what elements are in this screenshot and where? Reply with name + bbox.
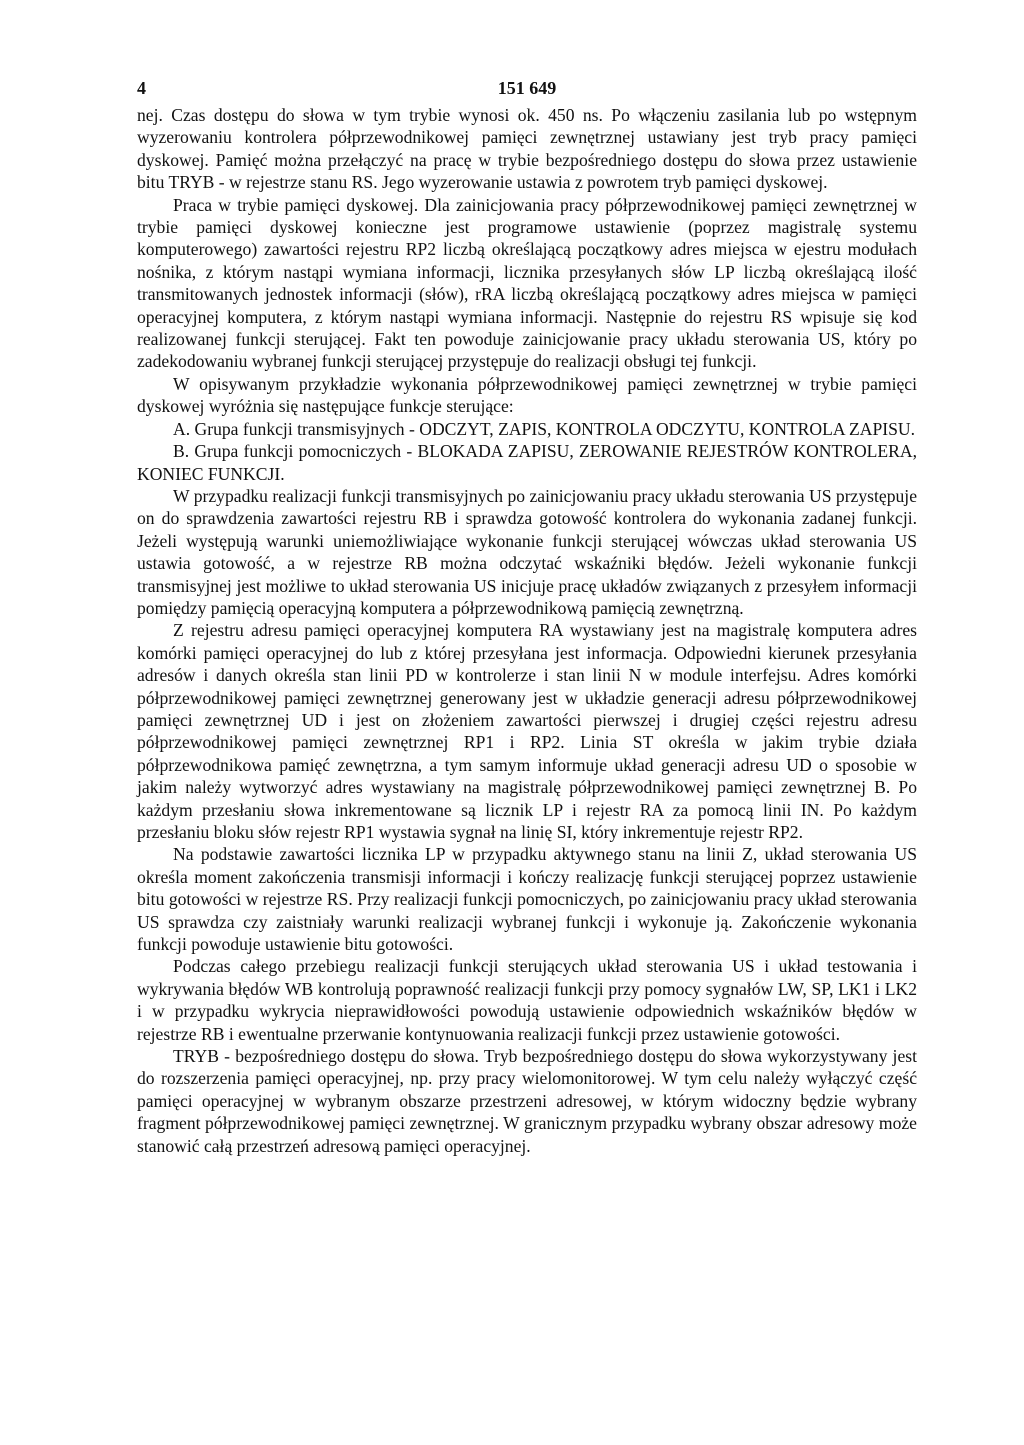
paragraph-continuation: nej. Czas dostępu do słowa w tym trybie wynosi ok. 450 ns. Po włączeniu zasilania lub po wstępnym wyzerowaniu kontrolera półprzewodnikowej pamięci zewnętrznej ustawiany jest tryb pracy pamięci dyskowej. Pamięć można przełączyć na pracę w trybie bezpośredniego dostępu do słowa przez ustawienie bitu TRYB - w rejestrze stanu RS. Jego wyzerowanie ustawia z powrotem tryb pamięci dyskowej. [137,105,917,193]
page-header [137,78,917,104]
list-item-group-a: A. Grupa funkcji transmisyjnych - ODCZYT, ZAPIS, KONTROLA ODCZYTU, KONTROLA ZAPISU. [173,418,915,439]
paragraph-disk-mode: Praca w trybie pamięci dyskowej. Dla zainicjowania pracy półprzewodnikowej pamięci zewnętrznej w trybie pamięci dyskowej konieczne jest programowe ustawienie (poprzez magistralę systemu komputerowego) zawartości rejestru RP2 liczbą określającą początkowy adres miejsca w ejestru modułach nośnika, z którym nastąpi wymiana informacji, licznika przesyłanych słów LP liczbą określającą ilość transmitowanych jednostek informacji (słów), rRA liczbą określającą początkowy adres miejsca w pamięci operacyjnej komputera, z którym nastąpi wymiana informacji. Następnie do rejestru RS wpisuje się kod realizowanej funkcji sterującej. Fakt ten powoduje zainicjowanie pracy układu sterowania US, który po zadekodowaniu wybranej funkcji sterującej przystępuje do realizacji obsługi tej funkcji. [137,194,917,372]
paragraph-counter-lp: Na podstawie zawartości licznika LP w przypadku aktywnego stanu na linii Z, układ sterowania US określa moment zakończenia transmisji informacji i kończy realizację funkcji sterującej poprzez ustawienie bitu gotowości w rejestrze RS. Przy realizacji funkcji pomocniczych, po zainicjowaniu pracy układ sterowania US sprawdza czy zaistniały warunki realizacji wybranej funkcji i wykonuje ją. Zakończenie wykonania funkcji powoduje ustawienie bitu gotowości. [137,844,917,955]
paragraph-address-register: Z rejestru adresu pamięci operacyjnej komputera RA wystawiany jest na magistralę komputera adres komórki pamięci operacyjnej do lub z której przesyłana jest informacja. Odpowiedni kierunek przesyłania adresów i danych określa stan linii PD w kontrolerze i stan linii N w module interfejsu. Adres komórki półprzewodnikowej pamięci zewnętrznej generowany jest w układzie generacji adresu półprzewodnikowej pamięci zewnętrznej UD i jest on złożeniem zawartości pierwszej i drugiej części rejestru adresu półprzewodnikowej pamięci zewnętrznej RP1 i RP2. Linia ST określa w jakim trybie działa półprzewodnikowa pamięć zewnętrzna, a tym samym informuje układ generacji adresu UD o sposobie w jakim należy wytworzyć adres wystawiany na magistralę półprzewodnikowej pamięci zewnętrznej B. Po każdym przesłaniu słowa inkrementowane są licznik LP i rejestr RA za pomocą linii IN. Po każdym przesłaniu bloku słów rejestr RP1 wystawia sygnał na linię SI, który inkrementuje rejestr RP2. [137,620,917,842]
paragraph-control-functions-intro: W opisywanym przykładzie wykonania półprzewodnikowej pamięci zewnętrznej w trybie pamięci dyskowej wyróżnia się następujące funkcje sterujące: [137,373,917,417]
paragraph-error-testing: Podczas całego przebiegu realizacji funkcji sterujących układ sterowania US i układ testowania i wykrywania błędów WB kontrolują poprawność realizacji funkcji przy pomocy sygnałów LW, SP, LK1 i LK2 i w przypadku wykrycia nieprawidłowości powodują ustawienie odpowiednich wskaźników błędów w rejestrze RB i ewentualne przerwanie kontynuowania realizacji funkcji przez ustawienie gotowości. [137,956,917,1044]
page-number: 4 [137,78,146,98]
body-text [137,104,917,1157]
paragraph-direct-access-mode: TRYB - bezpośredniego dostępu do słowa. Tryb bezpośredniego dostępu do słowa wykorzystywany jest do rozszerzenia pamięci operacyjnej, np. przy pracy wielomonitorowej. W tym celu należy wyłączyć część pamięci operacyjnej w wybranym obszarze przestrzeni adresowej, w którym widoczny będzie wybrany fragment półprzewodnikowej pamięci zewnętrznej. W granicznym przypadku wybrany obszar adresowy może stanowić całą przestrzeń adresową pamięci operacyjnej. [137,1046,917,1156]
paragraph-transmission-functions: W przypadku realizacji funkcji transmisyjnych po zainicjowaniu pracy układu sterowania US przystępuje on do sprawdzenia zawartości rejestru RB i sprawdza gotowość kontrolera do wykonania zadanej funkcji. Jeżeli występują warunki uniemożliwiające wykonanie funkcji sterującej wówczas układ sterowania US ustawia gotowość, a w rejestrze RB można odczytać wskaźniki błędów. Jeżeli wykonanie funkcji transmisyjnej jest możliwe to układ sterowania US inicjuje pracę układów związanych z przesyłem informacji pomiędzy pamięcią operacyjną komputera a półprzewodnikową pamięcią zewnętrzną. [137,485,917,618]
document-page [137,78,917,1157]
list-item-group-b: B. Grupa funkcji pomocniczych - BLOKADA ZAPISU, ZEROWANIE REJESTRÓW KONTROLERA, KONIEC FUNKCJI. [137,441,917,484]
patent-number: 151 649 [497,78,557,98]
